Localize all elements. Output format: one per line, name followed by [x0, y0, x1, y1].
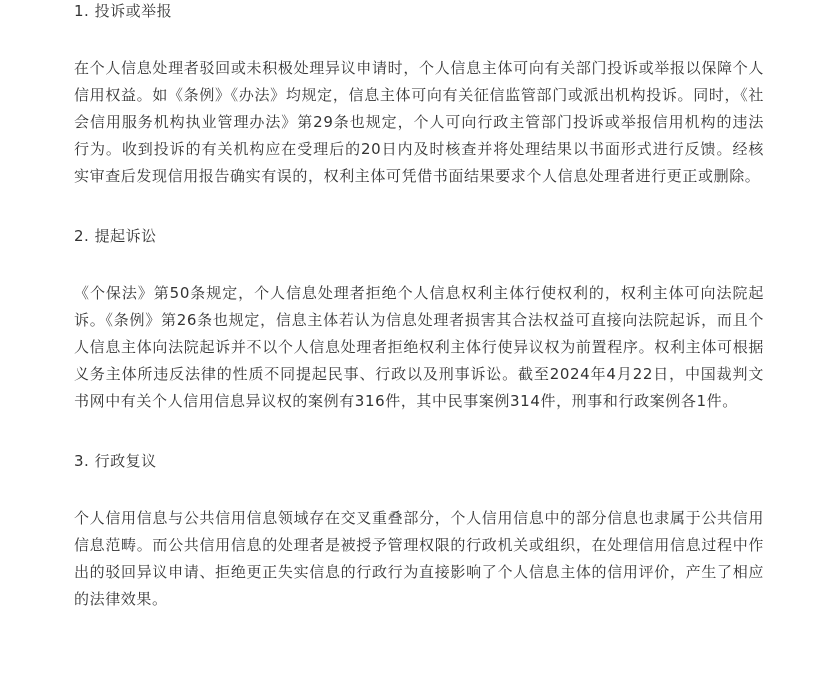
section-heading-administrative-review: 3. 行政复议: [74, 452, 157, 470]
section-paragraph-complaint: 在个人信息处理者驳回或未积极处理异议申请时，个人信息主体可向有关部门投诉或举报以保障个人信用权益。如《条例》《办法》均规定，信息主体可向有关征信监管部门或派出机构投诉。同时，《社会信用服务机构执业管理办法》第29条也规定，个人可向行政主管部门投诉或举报信用机构的违法行为。收到投诉的有关机构应在受理后的20日内及时核查并将处理结果以书面形式进行反馈。经核实审查后发现信用报告确实有误的，权利主体可凭借书面结果要求个人信息处理者进行更正或删除。: [74, 59, 764, 185]
section-paragraph-administrative-review: 个人信用信息与公共信用信息领域存在交叉重叠部分，个人信用信息中的部分信息也隶属于公共信用信息范畴。而公共信用信息的处理者是被授予管理权限的行政机关或组织，在处理信用信息过程中作出的驳回异议申请、拒绝更正失实信息的行政行为直接影响了个人信息主体的信用评价，产生了相应的法律效果。: [74, 509, 764, 608]
section-heading-complaint: 1. 投诉或举报: [74, 2, 173, 20]
article-body: [74, 0, 764, 613]
section-paragraph-lawsuit: 《个保法》第50条规定，个人信息处理者拒绝个人信息权利主体行使权利的，权利主体可向法院起诉。《条例》第26条也规定，信息主体若认为信息处理者损害其合法权益可直接向法院起诉，而且个人信息主体向法院起诉并不以个人信息处理者拒绝权利主体行使异议权为前置程序。权利主体可根据义务主体所违反法律的性质不同提起民事、行政以及刑事诉讼。截至2024年4月22日，中国裁判文书网中有关个人信用信息异议权的案例有316件，其中民事案例314件，刑事和行政案例各1件。: [74, 284, 764, 410]
section-heading-lawsuit: 2. 提起诉讼: [74, 227, 157, 245]
